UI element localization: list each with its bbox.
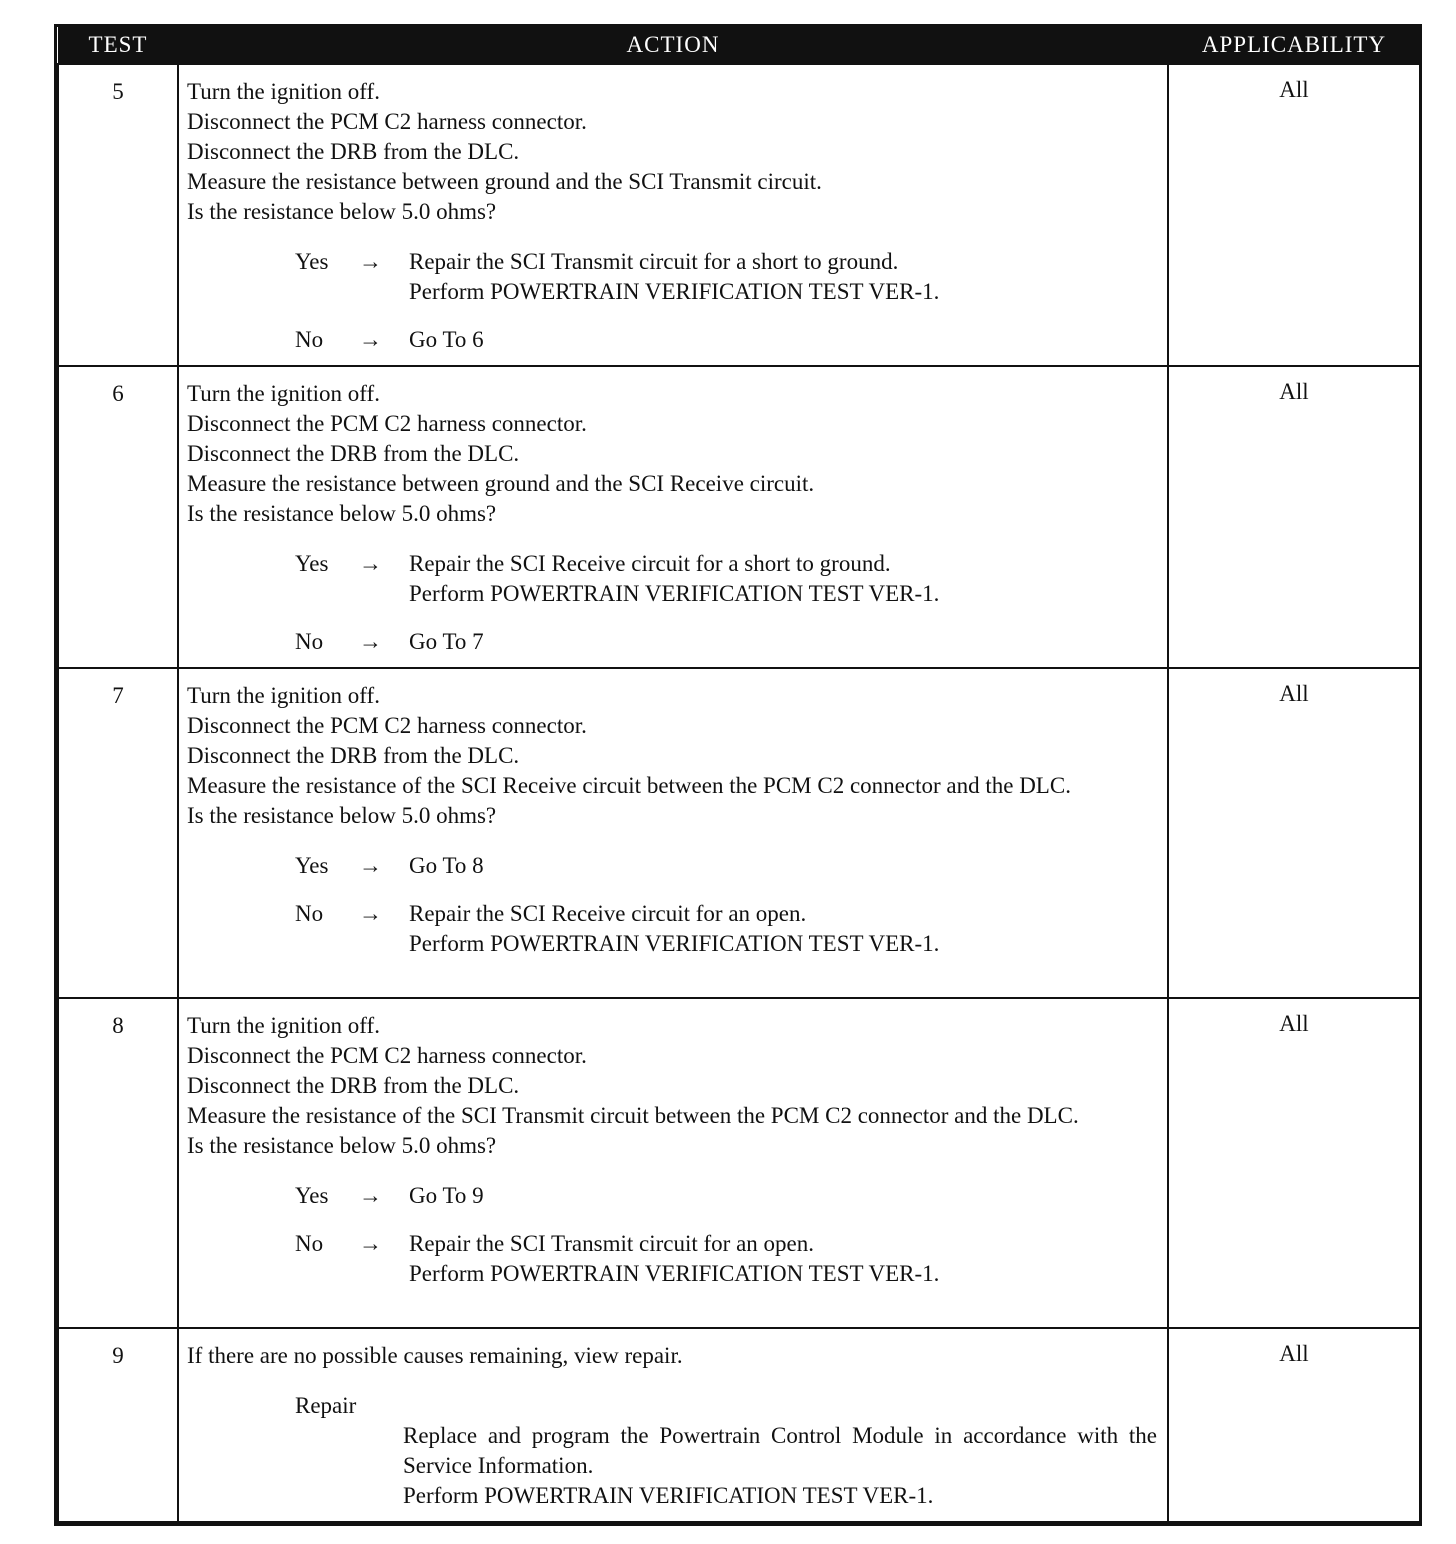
action-step: Turn the ignition off. <box>187 1013 380 1038</box>
no-result <box>409 899 1161 959</box>
action-cell <box>178 64 1168 366</box>
action-cell <box>178 1328 1168 1522</box>
header-test: TEST <box>58 27 178 64</box>
repair-line: Replace and program the Powertrain Control Module in accordance with the Service Information. <box>403 1423 1157 1478</box>
yes-label: Yes <box>295 249 329 274</box>
yes-result-line: Repair the SCI Transmit circuit for a short to ground. <box>409 249 899 274</box>
action-step: Turn the ignition off. <box>187 79 380 104</box>
no-outcome <box>295 1229 1161 1289</box>
action-step: Is the resistance below 5.0 ohms? <box>187 1133 497 1158</box>
table-body <box>58 64 1420 1522</box>
no-result-line: Perform POWERTRAIN VERIFICATION TEST VER-1. <box>409 931 940 956</box>
test-number: 8 <box>58 998 178 1328</box>
no-label: No <box>295 629 324 654</box>
action-step: If there are no possible causes remaining, view repair. <box>187 1343 683 1368</box>
action-step: Disconnect the PCM C2 harness connector. <box>187 1043 587 1068</box>
action-step: Is the resistance below 5.0 ohms? <box>187 803 497 828</box>
action-step: Measure the resistance between ground and the SCI Transmit circuit. <box>187 169 822 194</box>
arrow-icon: → <box>359 1183 382 1208</box>
no-label: No <box>295 1231 324 1256</box>
action-step: Disconnect the PCM C2 harness connector. <box>187 411 587 436</box>
action-step: Turn the ignition off. <box>187 381 380 406</box>
applicability: All <box>1168 668 1420 998</box>
action-cell <box>178 366 1168 668</box>
action-step: Turn the ignition off. <box>187 683 380 708</box>
yes-result <box>409 549 1161 609</box>
action-step: Disconnect the DRB from the DLC. <box>187 139 520 164</box>
no-outcome <box>295 627 1161 657</box>
no-result-line: Go To 6 <box>409 327 484 352</box>
action-step: Disconnect the PCM C2 harness connector. <box>187 713 587 738</box>
applicability: All <box>1168 1328 1420 1522</box>
header-row <box>58 27 1420 64</box>
yes-outcome <box>295 247 1161 307</box>
action-step: Disconnect the DRB from the DLC. <box>187 1073 520 1098</box>
applicability: All <box>1168 64 1420 366</box>
table-row <box>58 998 1420 1328</box>
action-cell <box>178 668 1168 998</box>
repair-label: Repair <box>295 1393 357 1418</box>
no-label: No <box>295 327 324 352</box>
header-applicability: APPLICABILITY <box>1168 27 1420 64</box>
table-row <box>58 668 1420 998</box>
no-result-line: Go To 7 <box>409 629 484 654</box>
yes-result-line: Perform POWERTRAIN VERIFICATION TEST VER-1. <box>409 581 940 606</box>
yes-result-line: Repair the SCI Receive circuit for a short to ground. <box>409 551 891 576</box>
yes-outcome <box>295 549 1161 609</box>
action-step: Disconnect the DRB from the DLC. <box>187 441 520 466</box>
no-result-line: Perform POWERTRAIN VERIFICATION TEST VER-1. <box>409 1261 940 1286</box>
action-step: Measure the resistance of the SCI Receive circuit between the PCM C2 connector and the DLC. <box>187 773 1071 798</box>
arrow-icon: → <box>359 1231 382 1256</box>
yes-result-line: Perform POWERTRAIN VERIFICATION TEST VER-1. <box>409 279 940 304</box>
no-label: No <box>295 901 324 926</box>
test-number: 6 <box>58 366 178 668</box>
arrow-icon: → <box>359 551 382 576</box>
yes-result <box>409 1181 1161 1211</box>
yes-label: Yes <box>295 1183 329 1208</box>
diagnostic-test-table <box>54 24 1422 1526</box>
test-table <box>57 27 1421 1523</box>
action-step: Is the resistance below 5.0 ohms? <box>187 199 497 224</box>
test-number: 7 <box>58 668 178 998</box>
no-result-line: Repair the SCI Transmit circuit for an open. <box>409 1231 814 1256</box>
yes-label: Yes <box>295 853 329 878</box>
test-number: 9 <box>58 1328 178 1522</box>
yes-result <box>409 851 1161 881</box>
action-step: Measure the resistance between ground and the SCI Receive circuit. <box>187 471 815 496</box>
repair-line: Perform POWERTRAIN VERIFICATION TEST VER-1. <box>403 1483 934 1508</box>
no-outcome <box>295 899 1161 959</box>
action-cell <box>178 998 1168 1328</box>
applicability: All <box>1168 998 1420 1328</box>
yes-outcome <box>295 851 1161 881</box>
yes-result <box>409 247 1161 307</box>
table-row <box>58 64 1420 366</box>
applicability: All <box>1168 366 1420 668</box>
arrow-icon: → <box>359 901 382 926</box>
arrow-icon: → <box>359 853 382 878</box>
action-step: Is the resistance below 5.0 ohms? <box>187 501 497 526</box>
no-outcome <box>295 325 1161 355</box>
header-action: ACTION <box>178 27 1168 64</box>
action-step: Disconnect the PCM C2 harness connector. <box>187 109 587 134</box>
yes-result-line: Go To 8 <box>409 853 484 878</box>
repair-text <box>403 1421 1157 1511</box>
table-row <box>58 366 1420 668</box>
yes-result-line: Go To 9 <box>409 1183 484 1208</box>
no-result <box>409 627 1161 657</box>
arrow-icon: → <box>359 327 382 352</box>
table-row <box>58 1328 1420 1522</box>
yes-outcome <box>295 1181 1161 1211</box>
yes-label: Yes <box>295 551 329 576</box>
arrow-icon: → <box>359 629 382 654</box>
no-result-line: Repair the SCI Receive circuit for an open. <box>409 901 807 926</box>
action-step: Measure the resistance of the SCI Transmit circuit between the PCM C2 connector and the DLC. <box>187 1103 1079 1128</box>
action-step: Disconnect the DRB from the DLC. <box>187 743 520 768</box>
test-number: 5 <box>58 64 178 366</box>
no-result <box>409 325 1161 355</box>
no-result <box>409 1229 1161 1289</box>
arrow-icon: → <box>359 249 382 274</box>
